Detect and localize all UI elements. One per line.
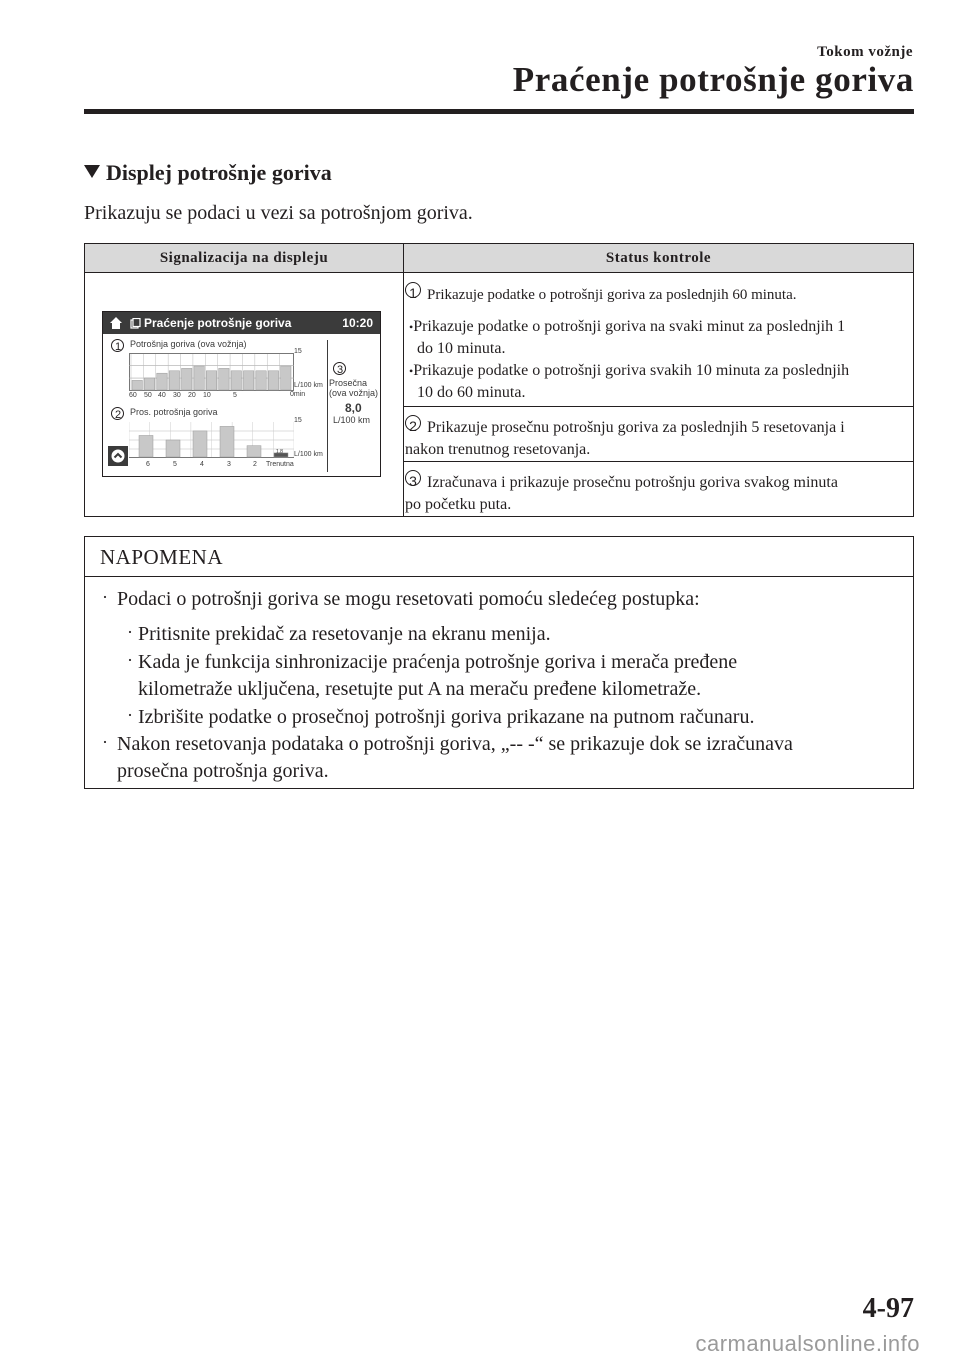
triangle-icon [84,165,100,178]
chart2-tick-label: 5 [173,461,177,468]
chart2-tick-label: 4 [200,461,204,468]
section-heading-text: Displej potrošnje goriva [106,160,332,185]
chart1-plot [129,353,294,391]
marker-3-icon: 3 [405,470,423,490]
avg-label-2: (ova vožnja) [329,388,379,398]
chart1-bar [231,371,241,390]
up-arrow-icon [109,447,127,465]
note-sub-2a: Kada je funkcija sinhronizacije praćenja potrošnje goriva i merača pređene [138,651,738,673]
section-label: Tokom vožnje [817,44,913,60]
panel-divider [327,340,328,472]
chart2-bar [193,431,207,457]
marker-2-icon: 2 [111,407,129,427]
row-separator [404,406,913,407]
note-rule [85,576,913,577]
chart2-unit: L/100 km [294,451,323,458]
chart1-tick-label: 5 [233,392,237,399]
note-sub-3: Izbrišite podatke o prosečnoj potrošnji goriva prikazane na putnom računaru. [138,706,755,728]
page-number: 4-97 [862,1293,914,1324]
chart1-bar [243,371,253,390]
row1-bullet1: •Prikazuje podatke o potrošnji goriva na svaki minut za poslednjih 1 do 10 minuta. [409,318,846,357]
row3-b: po početku puta. [405,496,512,513]
chart2-tick-label: Trenutna [266,461,294,468]
chart1-tick-label: 20 [188,392,196,399]
avg-label-1: Prosečna [329,378,368,388]
chart1-bar [194,366,204,390]
chart2-bar [220,426,234,457]
row1-bullet2: •Prikazuje podatke o potrošnji goriva svakih 10 minuta za poslednjih 10 do 60 minuta. [409,362,850,401]
chart2-plot [129,422,294,458]
back-button[interactable] [108,446,128,466]
table-header-display: Signalizacija na displeju [159,250,329,266]
chart2-tick-label: 6 [146,461,150,468]
chart1-tick-label: 50 [144,392,152,399]
bullet-icon: · [127,622,133,642]
chart2-label: Pros. potrošnja goriva [130,407,218,417]
chart1-tick-label: 60 [129,392,137,399]
chart1-bar [268,371,278,390]
row2-text [405,415,913,461]
chart1-bar [206,371,216,390]
chart1-bar [281,366,291,390]
note-bullet-2a: Nakon resetovanja podataka o potrošnji goriva, „-- -“ se prikazuje dok se izračunava [117,733,793,755]
chart1-bar [144,378,154,390]
screen-title-bar [103,312,380,334]
chart2-bar [139,435,153,457]
chart1-label: Potrošnja goriva (ova vožnja) [130,339,247,349]
chart1-bar [157,373,167,390]
marker-1-icon: 1 [405,282,423,302]
chart1-bar [256,371,266,390]
row1-bullet1-b: do 10 minuta. [417,340,506,357]
chart1-bar [132,380,142,390]
header-rule [84,109,914,114]
chart1-bar [219,368,229,390]
note-box [84,536,914,789]
row1-bullet1-a: Prikazuje podatke o potrošnji goriva na svaki minut za poslednjih 1 [413,318,846,335]
chart1-tick-label: 10 [203,392,211,399]
chart1-tick-label: 40 [158,392,166,399]
chart2-current-label: 1.8 [276,449,283,455]
row1-bullet2-b: 10 do 60 minuta. [417,384,526,401]
intro-text: Prikazuju se podaci u vezi sa potrošnjom goriva. [84,202,473,224]
row1-bullet2-a: Prikazuje podatke o potrošnji goriva svakih 10 minuta za poslednjih [413,362,850,379]
avg-unit: L/100 km [333,415,371,425]
home-icon [109,316,123,330]
chart2-bar [247,446,261,457]
note-sub-1: Pritisnite prekidač za resetovanje na ekranu menija. [138,623,551,645]
row-separator [404,461,913,462]
display-screenshot [102,311,381,477]
marker-2-icon: 2 [405,415,423,435]
screen-title: Praćenje potrošnje goriva [144,316,292,330]
chart1-bar [169,371,179,390]
table-header-status: Status kontrole [605,250,712,266]
marker-3-icon: 3 [333,362,351,382]
row2-a: Prikazuje prosečnu potrošnju goriva za poslednjih 5 resetovanja i [427,419,845,436]
note-bullet-1: Podaci o potrošnji goriva se mogu resetovati pomoću sledećeg postupka: [117,588,700,610]
note-sub-2b: kilometraže uključena, resetujte put A na meraču pređene kilometraže. [138,678,702,700]
watermark: carmanualsonline.info [695,1331,920,1356]
chart1-bar [182,368,192,390]
bullet-icon: · [127,705,133,725]
chart2-tick-label: 3 [227,461,231,468]
chart2-bar [166,440,180,457]
bullet-icon: · [102,732,108,752]
row2-b: nakon trenutnog resetovanja. [405,441,591,458]
screen-clock: 10:20 [342,316,373,330]
marker-1-icon: 1 [111,339,129,359]
page-title: Praćenje potrošnje goriva [512,60,914,99]
chart2-tick-label: 2 [253,461,257,468]
avg-value: 8,0 [345,401,362,415]
bullet-icon: · [127,650,133,670]
chart1-max: 15 [294,348,302,355]
chart2-max: 15 [294,417,302,424]
page-icon [130,318,141,329]
note-bullet-2b: prosečna potrošnja goriva. [117,760,329,782]
table-divider [403,244,404,516]
row3-a: Izračunava i prikazuje prosečnu potrošnju goriva svakog minuta [427,474,838,491]
chart1-tick-label: 30 [173,392,181,399]
row1-text [405,282,913,306]
table-header [85,244,913,273]
row3-text [405,470,913,516]
chart1-zero: 0min [290,391,306,398]
bullet-icon: · [102,587,108,607]
section-heading [84,160,332,186]
row1-main: Prikazuje podatke o potrošnji goriva za poslednjih 60 minuta. [427,287,797,303]
chart1-unit: L/100 km [294,382,323,389]
note-title: NAPOMENA [100,545,224,569]
